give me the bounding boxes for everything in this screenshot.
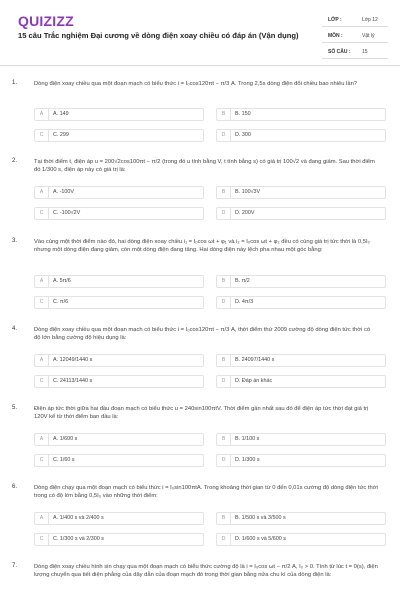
meta-grade-label: LỚP : <box>328 17 342 23</box>
option-value: A. 12049/1440 s <box>53 357 93 363</box>
option-value: A. 149 <box>53 111 69 117</box>
option-value: B. 100√3V <box>235 189 261 195</box>
question-number: 4. <box>12 326 18 332</box>
option-value: C. 1/300 s và 2/300 s <box>53 536 104 542</box>
page-header <box>0 0 400 66</box>
option-value: C. π/6 <box>53 299 69 305</box>
meta-subject-value: Vật lý <box>362 33 375 39</box>
meta-count-value: 15 <box>362 49 368 55</box>
q4-option-d[interactable] <box>216 375 386 388</box>
q5-option-a[interactable] <box>34 433 204 446</box>
option-value: C. 24113/1440 s <box>53 378 93 384</box>
option-letter: A <box>35 513 49 524</box>
meta-subject-label: MÔN : <box>328 33 343 39</box>
q6-option-b[interactable] <box>216 512 386 525</box>
q3-option-d[interactable] <box>216 296 386 309</box>
question-number: 5. <box>12 405 18 411</box>
option-letter: B <box>217 355 231 366</box>
option-value: D. 300 <box>235 132 251 138</box>
option-value: A. 1/400 s và 2/400 s <box>53 515 104 521</box>
option-letter: A <box>35 434 49 445</box>
option-value: B. 1/100 s <box>235 436 260 442</box>
option-letter: D <box>217 208 231 219</box>
q4-option-c[interactable] <box>34 375 204 388</box>
meta-grade <box>322 12 388 27</box>
option-letter: C <box>35 455 49 466</box>
option-value: C. -100√2V <box>53 210 81 216</box>
question-number: 2. <box>12 158 18 164</box>
option-letter: A <box>35 187 49 198</box>
question-number: 3. <box>12 238 18 244</box>
option-value: A. 5π/6 <box>53 278 71 284</box>
q2-option-b[interactable] <box>216 186 386 199</box>
question-number: 1. <box>12 80 18 86</box>
question-number: 7. <box>12 563 18 569</box>
option-value: B. 1/500 s và 3/500 s <box>235 515 286 521</box>
question-text: Tại thời điểm t, điện áp u = 200√2cos100πt − π/2 (trong đó u tính bằng V, t tính bằng s) có giá trị 100√2 và đang giảm. Sau thời điểm đó 1/300 s, điện áp này có giá trị là: <box>34 159 375 174</box>
q6-option-c[interactable] <box>34 533 204 546</box>
question-text: Dòng điện chạy qua một đoạn mạch có biểu thức i = I₀sin100πtA. Trong khoảng thời gian từ 0 đến 0,01s cường độ dòng điện tức thời trong có độ lớn bằng 0,5I₀ vào những thời điểm: <box>34 485 378 500</box>
option-letter: A <box>35 276 49 287</box>
option-letter: D <box>217 455 231 466</box>
option-letter: B <box>217 434 231 445</box>
question-text: Dòng điện xoay chiều qua một đoạn mạch có biểu thức i = I₀cos120πt − π/3 A, thời điểm thứ 2009 cường độ dòng điện tức thời có độ lớn bằng cường độ hiệu dụng là: <box>34 327 371 342</box>
q2-option-d[interactable] <box>216 207 386 220</box>
option-value: D. Đáp án khác <box>235 378 273 384</box>
q5-option-d[interactable] <box>216 454 386 467</box>
q2-option-c[interactable] <box>34 207 204 220</box>
option-letter: D <box>217 130 231 141</box>
option-letter: B <box>217 109 231 120</box>
question-text: Điện áp tức thời giữa hai đầu đoạn mạch có biểu thức u = 240sin100πtV. Thời điểm gần nhất sau đó để điện áp tức thời đạt giá trị 120V kể từ thời điểm ban đầu là: <box>34 406 369 421</box>
option-value: B. π/2 <box>235 278 250 284</box>
q2-option-a[interactable] <box>34 186 204 199</box>
option-letter: D <box>217 297 231 308</box>
question-text: Dòng điện xoay chiều hình sin chạy qua một đoạn mạch có biểu thức cường độ là i = I₀cos ωt − π/2 A, I₀ > 0. Tính từ lúc t = 0(s), điện lượng chuyển qua tiết diện phẳng của dây dẫn của đoạn mạch đó trong thời gian bằng nửa chu kì của dòng điện là: <box>34 564 378 579</box>
q6-option-a[interactable] <box>34 512 204 525</box>
question-text: Vào cùng một thời điểm nào đó, hai dòng điện xoay chiều i₁ = I₀cos ωt + φ₁ và i₂ = I₀cos ωt + φ₂ đều có cùng giá trị tức thời là 0,5I₀ nhưng một dòng điện đang giảm, còn một dòng điện đang tăng. Hai dòng điện này lệch pha nhau một góc bằng: <box>34 239 370 254</box>
q3-option-a[interactable] <box>34 275 204 288</box>
quizizz-logo: QUIZIZZ <box>18 13 74 29</box>
document-title: 15 câu Trắc nghiệm Đại cương về dòng điện xoay chiều có đáp án (Vận dụng) <box>18 31 299 40</box>
q1-option-d[interactable] <box>216 129 386 142</box>
option-value: C. 299 <box>53 132 69 138</box>
option-letter: B <box>217 276 231 287</box>
q3-option-b[interactable] <box>216 275 386 288</box>
option-value: A. -100V <box>53 189 74 195</box>
option-letter: D <box>217 376 231 387</box>
option-value: D. 1/600 s và 5/600 s <box>235 536 286 542</box>
q1-option-b[interactable] <box>216 108 386 121</box>
q6-option-d[interactable] <box>216 533 386 546</box>
q4-option-a[interactable] <box>34 354 204 367</box>
option-letter: A <box>35 109 49 120</box>
meta-count-label: SỐ CÂU : <box>328 49 351 55</box>
option-value: A. 1/600 s <box>53 436 78 442</box>
option-letter: B <box>217 513 231 524</box>
q5-option-b[interactable] <box>216 433 386 446</box>
option-letter: B <box>217 187 231 198</box>
option-value: D. 4π/3 <box>235 299 254 305</box>
option-value: B. 24097/1440 s <box>235 357 275 363</box>
option-value: D. 200V <box>235 210 255 216</box>
option-value: C. 1/60 s <box>53 457 75 463</box>
q5-option-c[interactable] <box>34 454 204 467</box>
option-letter: C <box>35 376 49 387</box>
q4-option-b[interactable] <box>216 354 386 367</box>
option-letter: C <box>35 534 49 545</box>
option-letter: C <box>35 297 49 308</box>
meta-grade-value: Lớp 12 <box>362 17 378 23</box>
option-letter: A <box>35 355 49 366</box>
meta-question-count <box>322 44 388 59</box>
option-letter: C <box>35 130 49 141</box>
q3-option-c[interactable] <box>34 296 204 309</box>
option-value: D. 1/300 s <box>235 457 260 463</box>
question-text: Dòng điện xoay chiều qua một đoạn mạch có biểu thức i = I₀cos120πt − π/3 A. Trong 2,5s dòng điện đổi chiều bao nhiêu lần? <box>34 81 358 87</box>
option-value: B. 150 <box>235 111 251 117</box>
meta-subject <box>322 28 388 43</box>
option-letter: C <box>35 208 49 219</box>
question-number: 6. <box>12 484 18 490</box>
q1-option-a[interactable] <box>34 108 204 121</box>
q1-option-c[interactable] <box>34 129 204 142</box>
option-letter: D <box>217 534 231 545</box>
